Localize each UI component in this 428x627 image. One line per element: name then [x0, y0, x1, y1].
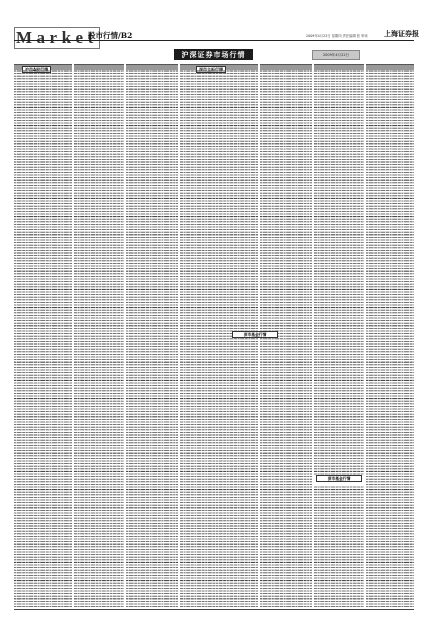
masthead — [0, 0, 428, 50]
sub-section-right: 深市基金行情 — [316, 475, 362, 482]
date-box: 2009年4月22日 — [312, 50, 360, 60]
page-footer-rule — [14, 609, 414, 610]
page-banner: 沪深证券市场行情 — [174, 49, 253, 60]
section-title: 股市行情/B2 — [88, 31, 133, 40]
dateline: 2009年4月23日 星期四 责任编辑 张 审读 — [306, 34, 368, 38]
masthead-rule — [14, 40, 414, 41]
sub-section-middle: 深市基金行情 — [232, 331, 278, 338]
newspaper-logo: 上海证券报 — [384, 29, 419, 38]
brand-logo: Market — [16, 28, 98, 47]
column-title-sz-main: 深市主板行情 — [196, 66, 226, 73]
column-title-sh-a: 沪市A股行情 — [22, 66, 51, 73]
quote-table-lines — [0, 70, 428, 608]
